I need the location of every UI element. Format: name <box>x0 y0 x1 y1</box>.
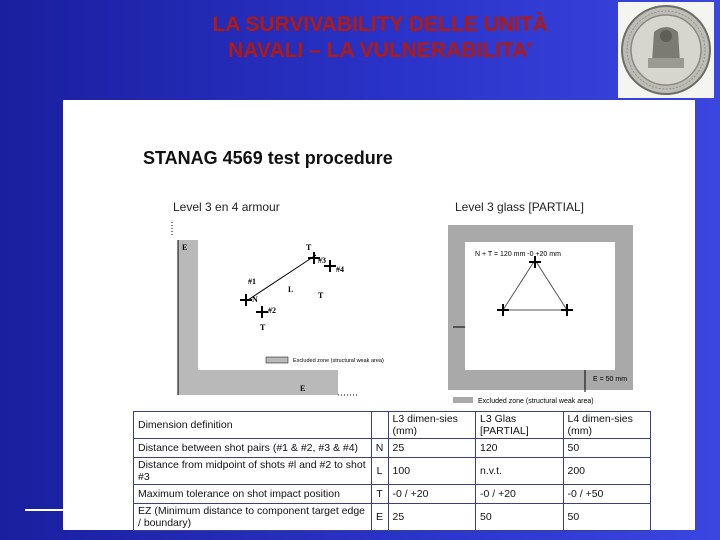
label-shot2: #2 <box>268 306 276 315</box>
legend-swatch-left <box>266 357 288 363</box>
label-t2: T <box>318 291 324 300</box>
table-cell: 50 <box>563 504 651 531</box>
table-cell: 120 <box>476 439 564 458</box>
glass-spec: N + T = 120 mm -0 +20 mm <box>475 251 561 258</box>
slide-title <box>150 12 610 64</box>
left-diagram-title: Level 3 en 4 armour <box>173 200 280 214</box>
table-cell: 25 <box>388 439 475 458</box>
shot-cross-2 <box>256 306 268 318</box>
table-row <box>134 485 651 504</box>
label-shot3: #3 <box>318 256 326 265</box>
label-t3: T <box>260 323 266 332</box>
title-line-1: LA SURVIVABILITY DELLE UNITÀ <box>212 13 548 36</box>
label-shot1: #1 <box>248 277 256 286</box>
table-cell: Distance between shot pairs (#1 & #2, #3 & #4) <box>134 439 372 458</box>
right-diagram-title: Level 3 glass [PARTIAL] <box>455 200 584 214</box>
university-seal-icon <box>618 2 714 98</box>
glass-edge: E = 50 mm <box>593 376 628 383</box>
dimension-table <box>133 411 651 531</box>
header-cell: L4 dimen-sies (mm) <box>563 412 651 439</box>
table-row <box>134 504 651 531</box>
table-cell: 50 <box>476 504 564 531</box>
table-cell: T <box>371 485 388 504</box>
table-row <box>134 439 651 458</box>
table-cell: EZ (Minimum distance to component target edge / boundary) <box>134 504 372 531</box>
label-shot4: #4 <box>336 265 344 274</box>
title-line-2: NAVALI – LA VULNERABILITA’ <box>228 39 532 62</box>
table-cell: n.v.t. <box>476 458 564 485</box>
table-cell: 50 <box>563 439 651 458</box>
header-cell <box>371 412 388 439</box>
table-cell: N <box>371 439 388 458</box>
slide-image-panel <box>63 100 695 530</box>
table-row <box>134 458 651 485</box>
table-cell: Distance from midpoint of shots #l and #2 to shot #3 <box>134 458 372 485</box>
table-cell: -0 / +50 <box>563 485 651 504</box>
slide-heading: STANAG 4569 test procedure <box>143 148 393 168</box>
legend-swatch-right <box>453 397 473 403</box>
label-t1: T <box>306 243 312 252</box>
armour-diagram <box>168 220 384 405</box>
table-cell: 200 <box>563 458 651 485</box>
left-legend-text: Excluded zone (structural weak area) <box>293 358 384 364</box>
label-e-top: E <box>182 243 188 252</box>
right-legend-text: Excluded zone (structural weak area) <box>478 398 594 405</box>
table-cell: E <box>371 504 388 531</box>
table-cell: 100 <box>388 458 475 485</box>
glass-diagram <box>443 220 638 405</box>
table-header-row <box>134 412 651 439</box>
label-n: N <box>252 295 258 304</box>
header-cell: L3 Glas [PARTIAL] <box>476 412 564 439</box>
table-cell: 25 <box>388 504 475 531</box>
table-cell: Maximum tolerance on shot impact position <box>134 485 372 504</box>
header-cell: L3 dimen-sies (mm) <box>388 412 475 439</box>
table-cell: -0 / +20 <box>388 485 475 504</box>
table-cell: -0 / +20 <box>476 485 564 504</box>
table-cell: L <box>371 458 388 485</box>
header-cell: Dimension definition <box>134 412 372 439</box>
label-e-bottom: E <box>300 384 306 393</box>
shot-cross-1 <box>240 294 252 306</box>
label-l: L <box>288 285 294 294</box>
